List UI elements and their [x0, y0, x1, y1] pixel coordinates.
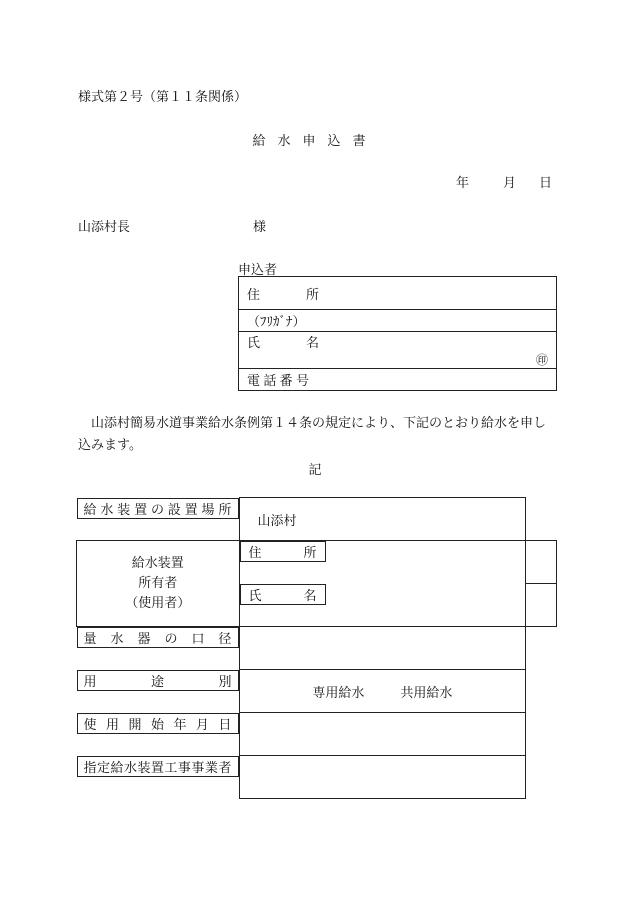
start-date-field[interactable]	[239, 713, 526, 756]
installation-place-value[interactable]: 山添村	[239, 498, 526, 541]
usage-option-shared[interactable]: 共用給水	[400, 685, 453, 701]
addressee: 山添村長	[78, 220, 131, 235]
owner-name-field[interactable]	[526, 584, 557, 627]
applicant-table	[238, 276, 557, 391]
document-title: 給水申込書	[252, 134, 378, 149]
usage-options	[239, 670, 526, 713]
start-date-label: 使 用 開 始 年 月 日	[77, 713, 239, 734]
contractor-field[interactable]	[239, 756, 526, 799]
details-table	[76, 497, 557, 799]
owner-label-line1: 給水装置	[131, 555, 184, 571]
applicant-name-field[interactable]	[239, 332, 557, 369]
owner-label	[77, 541, 240, 627]
owner-name-label: 氏 名	[240, 584, 326, 605]
seal-icon: ㊞	[535, 353, 548, 367]
owner-label-line3: （使用者）	[125, 595, 191, 611]
date-day-label: 日	[539, 176, 553, 191]
applicant-address-label: 住 所	[247, 287, 319, 303]
applicant-name-label: 氏 名	[247, 336, 319, 351]
usage-label: 用 途 別	[77, 670, 239, 691]
form-number: 様式第２号（第１１条関係）	[78, 90, 248, 105]
applicant-phone-label: 電 話 番 号	[247, 374, 309, 389]
date-line	[456, 172, 552, 191]
honorific: 様	[253, 220, 267, 235]
owner-address-field[interactable]	[526, 541, 557, 584]
applicant-address-field[interactable]	[239, 277, 557, 310]
usage-option-private[interactable]: 専用給水	[312, 685, 365, 701]
applicant-section-label: 申込者	[238, 263, 278, 278]
ki-heading: 記	[308, 463, 322, 478]
application-statement: 山添村簡易水道事業給水条例第１４条の規定により、下記のとおり給水を申し込みます。	[78, 416, 547, 453]
meter-diameter-label: 量 水 器 の 口 径	[77, 627, 239, 648]
applicant-furigana-field[interactable]	[239, 310, 557, 332]
applicant-furigana-label: （ﾌﾘｶﾞﾅ）	[247, 315, 306, 330]
installation-place-label: 給 水 装 置 の 設 置 場 所	[77, 498, 239, 519]
meter-diameter-field[interactable]	[239, 627, 526, 670]
date-year-label: 年	[456, 176, 470, 191]
date-month-label: 月	[503, 176, 517, 191]
owner-label-line2: 所有者	[138, 575, 178, 591]
contractor-label: 指 定 給 水 装 置 工 事 事 業 者	[77, 756, 239, 777]
applicant-phone-field[interactable]	[239, 369, 557, 391]
owner-address-label: 住 所	[240, 541, 326, 562]
